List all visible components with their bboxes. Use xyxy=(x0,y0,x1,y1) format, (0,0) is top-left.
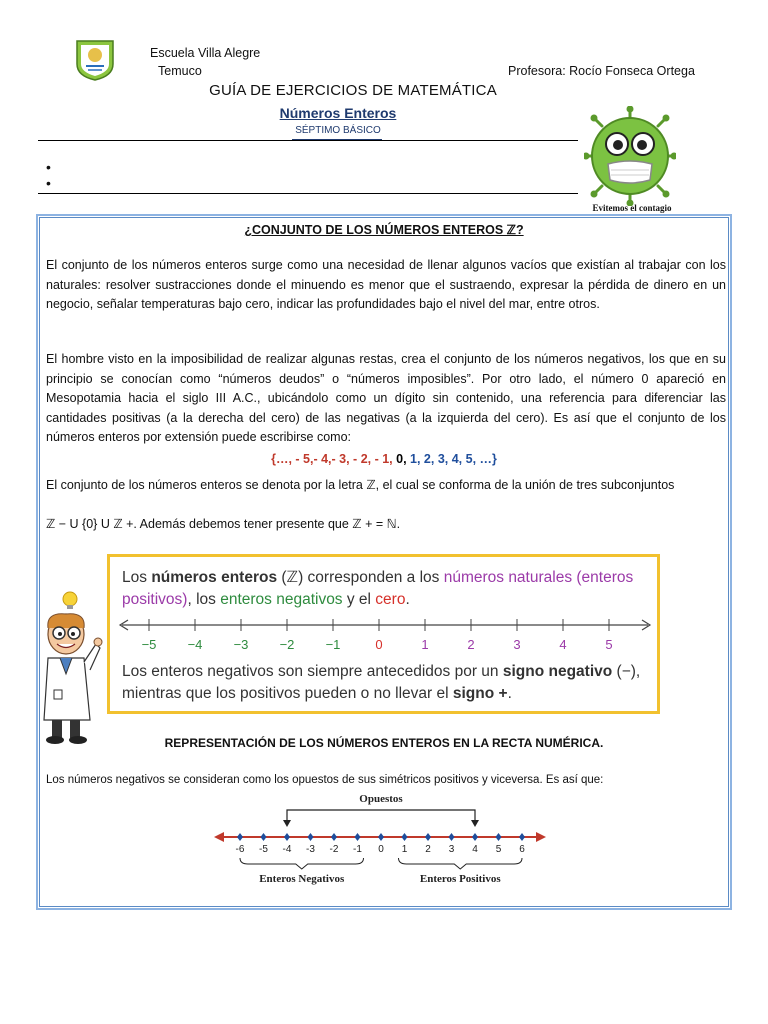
tick-label: 0 xyxy=(378,844,384,855)
integer-set-negatives: {…, - 5,- 4,- 3, - 2, - 1, xyxy=(271,452,397,466)
tick-label: -4 xyxy=(282,844,292,855)
integer-set-positives: 1, 2, 3, 4, 5, …} xyxy=(410,452,497,466)
paragraph-intro: El conjunto de los números enteros surge como una necesidad de llenar algunos vacíos que existían al trabajar con los naturales: resolver sustracciones donde el minuendo es menor que el sustraendo, expresar la pérdida de dinero en un negocio, señalar temperaturas bajo cero, indicar las profundidades bajo el nivel del mar, entre otros. xyxy=(46,258,726,312)
tick-label: −4 xyxy=(187,637,203,652)
tick-label: -3 xyxy=(306,844,315,855)
tick-label: 4 xyxy=(559,637,567,652)
term-negative-sign: signo negativo xyxy=(502,663,613,680)
arrow-right-icon xyxy=(536,832,546,842)
tick-mark xyxy=(472,833,478,841)
tick-label: 5 xyxy=(495,844,502,855)
opuestos-label: Opuestos xyxy=(359,793,403,805)
tick-label: 3 xyxy=(448,844,455,855)
tick-mark xyxy=(355,833,361,841)
info-line-3: Los enteros negativos son siempre antecedidos por un signo negativo (−), xyxy=(122,663,641,680)
tick-label: 1 xyxy=(421,637,429,652)
positives-label: Enteros Positivos xyxy=(419,873,501,885)
tick-mark xyxy=(402,833,408,841)
representation-title: REPRESENTACIÓN DE LOS NÚMEROS ENTEROS EN LA RECTA NUMÉRICA. xyxy=(164,736,604,750)
tick-label: -2 xyxy=(329,844,339,855)
guide-title: GUÍA DE EJERCICIOS DE MATEMÁTICA xyxy=(209,82,497,99)
tick-mark xyxy=(308,833,314,841)
teacher-cartoon-icon xyxy=(38,588,104,748)
arrow-down-icon xyxy=(471,820,479,827)
objective-bullet: • xyxy=(46,159,51,175)
objective-bullet: • xyxy=(46,175,51,191)
number-line-colored xyxy=(116,615,654,655)
tick-label: -6 xyxy=(235,844,245,855)
tick-label: 0 xyxy=(375,637,383,652)
opposites-number-line xyxy=(210,790,550,890)
tick-label: 5 xyxy=(605,637,613,652)
school-city: Temuco xyxy=(158,64,202,78)
virus-caption: Evitemos el contagio xyxy=(592,203,672,213)
tick-label: 6 xyxy=(519,844,525,855)
tick-mark xyxy=(449,833,455,841)
tick-label: -1 xyxy=(353,844,362,855)
teacher-name: Profesora: Rocío Fonseca Ortega xyxy=(508,64,695,78)
tick-label: 1 xyxy=(401,844,408,855)
tick-mark xyxy=(261,833,267,841)
tick-mark xyxy=(496,833,502,841)
integer-set-zero: 0, xyxy=(396,452,411,466)
tick-mark xyxy=(284,833,290,841)
tick-mark xyxy=(519,833,525,841)
tick-label: −2 xyxy=(279,637,295,652)
term-zero: cero xyxy=(375,591,406,608)
tick-label: 2 xyxy=(425,844,431,855)
info-line-2: positivos), los enteros negativos y el cero. xyxy=(122,591,410,608)
integer-set xyxy=(36,452,732,466)
school-logo xyxy=(74,38,116,82)
virus-mascot-icon xyxy=(584,106,676,206)
arrow-left-icon xyxy=(214,832,224,842)
paragraph-notation: El conjunto de los números enteros se denota por la letra ℤ, el cual se conforma de la unión de tres subconjuntos xyxy=(46,478,675,492)
tick-label: 2 xyxy=(467,637,475,652)
arrow-down-icon xyxy=(283,820,291,827)
opposites-note: Los números negativos se consideran como los opuestos de sus simétricos positivos y viceversa. Es así que: xyxy=(46,774,604,786)
negatives-brace xyxy=(240,858,364,869)
tick-mark xyxy=(378,833,384,841)
info-line-1: Los números enteros (ℤ) corresponden a los números naturales (enteros xyxy=(122,569,634,586)
objectives-box xyxy=(38,140,578,194)
section-title: ¿CONJUNTO DE LOS NÚMEROS ENTEROS ℤ? xyxy=(244,223,524,237)
school-name: Escuela Villa Alegre xyxy=(150,46,261,60)
info-line-4: mientras que los positivos pueden o no llevar el signo +. xyxy=(122,685,512,702)
integers-info-box xyxy=(107,554,660,714)
negatives-label: Enteros Negativos xyxy=(259,873,345,885)
tick-mark xyxy=(425,833,431,841)
term-integers: números enteros xyxy=(151,569,278,586)
paragraph-history: El hombre visto en la imposibilidad de realizar algunas restas, crea el conjunto de los números negativos, los que en su principio se conocían como “números deudos” o “números imposibles”. Por otro lado, el número 0 apareció en Mesopotamia hacia el siglo III A.C., ubicándolo como un dígito sin contenido, una referencia para diferenciar las cantidades positivas (a la derecha del cero) de las negativas (a la izquierda del cero). Es así que el conjunto de los números enteros por extensión puede escribirse como: xyxy=(46,352,726,445)
tick-mark xyxy=(237,833,243,841)
positives-brace xyxy=(399,858,523,869)
tick-mark xyxy=(331,833,337,841)
term-naturals: números naturales (enteros xyxy=(443,569,634,586)
term-plus-sign: signo + xyxy=(452,685,508,702)
tick-label: −5 xyxy=(141,637,157,652)
opposites-bracket xyxy=(287,810,475,822)
topic-title: Números Enteros xyxy=(279,105,397,121)
tick-label: 4 xyxy=(472,844,478,855)
term-negatives: enteros negativos xyxy=(220,591,343,608)
grade-label: SÉPTIMO BÁSICO xyxy=(295,125,381,136)
tick-label: 3 xyxy=(513,637,521,652)
tick-label: -5 xyxy=(259,844,268,855)
tick-label: −3 xyxy=(233,637,249,652)
paragraph-subsets: ℤ − U {0} U ℤ +. Además debemos tener presente que ℤ + = ℕ. xyxy=(46,517,401,531)
tick-label: −1 xyxy=(325,637,341,652)
